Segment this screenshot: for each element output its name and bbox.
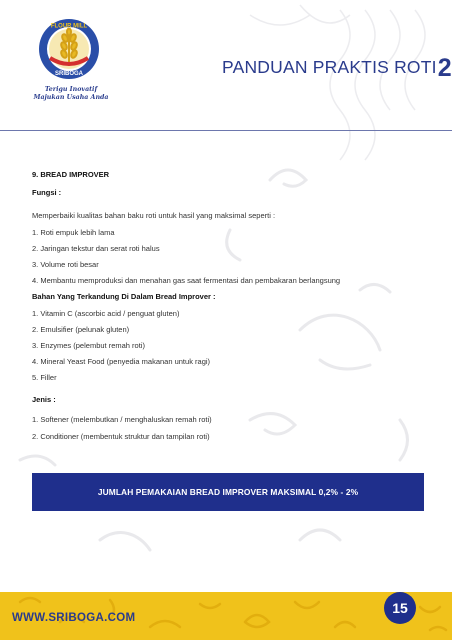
- svg-text:FLOUR MILL: FLOUR MILL: [50, 23, 88, 30]
- header-divider: [0, 130, 452, 131]
- sriboga-logo: [38, 18, 100, 80]
- list-item: 3. Enzymes (pelembut remah roti): [32, 341, 145, 350]
- usage-banner: [32, 473, 424, 511]
- fungsi-intro: Memperbaiki kualitas bahan baku roti untuk hasil yang maksimal seperti :: [32, 211, 276, 220]
- list-item: 1. Vitamin C (ascorbic acid / penguat gluten): [32, 309, 180, 318]
- list-item: 3. Volume roti besar: [32, 260, 99, 269]
- usage-banner-text: JUMLAH PEMAKAIAN BREAD IMPROVER MAKSIMAL 0,2% - 2%: [97, 487, 359, 497]
- section-heading: 9. BREAD IMPROVER: [32, 170, 110, 179]
- footer-bar: [0, 592, 452, 640]
- list-item: 2. Conditioner (membentuk struktur dan tampilan roti): [32, 432, 210, 441]
- tagline-line2: Majukan Usaha Anda: [33, 93, 109, 101]
- bahan-label: Bahan Yang Terkandung Di Dalam Bread Improver :: [32, 292, 216, 301]
- page-number-badge: [384, 592, 416, 624]
- list-item: 1. Softener (melembutkan / menghaluskan remah roti): [32, 415, 212, 424]
- header-title-number: 2: [437, 54, 452, 82]
- page-header-title: [222, 54, 452, 83]
- tagline-line1: Terigu Inovatif: [44, 86, 98, 93]
- list-item: 2. Jaringan tekstur dan serat roti halus: [32, 244, 160, 253]
- fungsi-label: Fungsi :: [32, 188, 62, 197]
- list-item: 1. Roti empuk lebih lama: [32, 228, 115, 237]
- brand-tagline: [26, 86, 116, 101]
- list-item: 5. Filler: [32, 373, 57, 382]
- website-link[interactable]: WWW.SRIBOGA.COM: [12, 612, 136, 624]
- svg-text:SRIBOGA: SRIBOGA: [54, 71, 84, 77]
- page-number: 15: [392, 600, 408, 616]
- jenis-label: Jenis :: [32, 395, 56, 404]
- header-title-text: PANDUAN PRAKTIS ROTI: [222, 57, 437, 77]
- list-item: 4. Mineral Yeast Food (penyedia makanan untuk ragi): [32, 357, 211, 366]
- list-item: 4. Membantu memproduksi dan menahan gas saat fermentasi dan pembakaran berlangsung: [32, 276, 341, 285]
- list-item: 2. Emulsifier (pelunak gluten): [32, 325, 130, 334]
